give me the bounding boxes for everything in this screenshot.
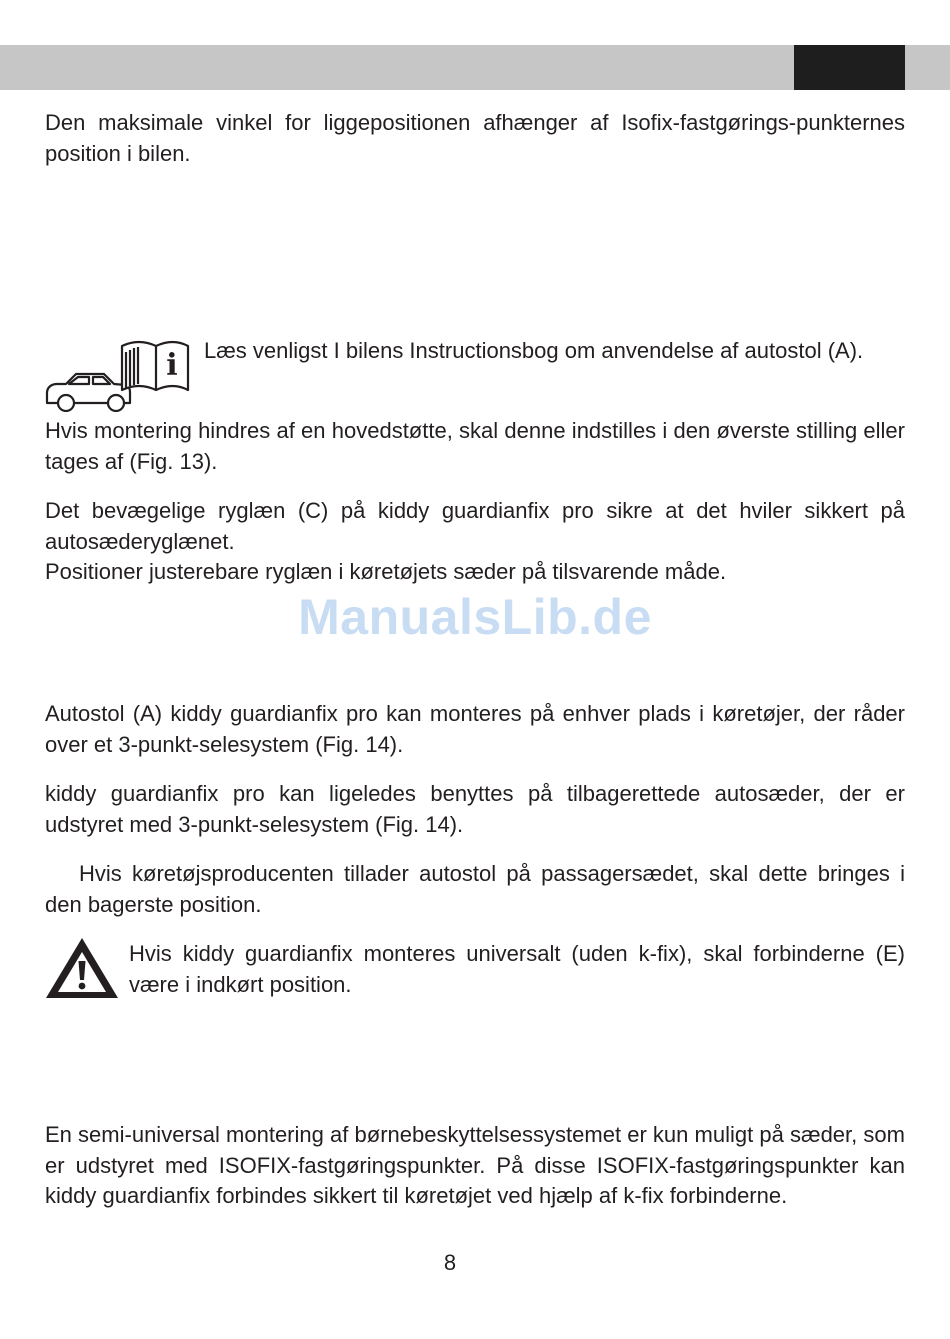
header-block [794, 45, 905, 90]
page-number: 8 [443, 1250, 457, 1275]
paragraph-rear-facing: kiddy guardianfix pro kan ligeledes benyttes på tilbagerettede autosæder, der er udstyret med 3-punkt-selesystem (Fig. 14). [45, 781, 905, 837]
svg-text:i: i [166, 348, 178, 383]
paragraph-passenger-seat: Hvis køretøjsproducenten tillader autostol på passagersædet, skal dette bringes i den bagerste position. [45, 861, 905, 917]
paragraph-3-point-belt: Autostol (A) kiddy guardianfix pro kan monteres på enhver plads i køretøjer, der råder over et 3-punkt-selesystem (Fig. 14). [45, 701, 905, 757]
paragraph-backrest: Det bevægelige ryglæn (C) på kiddy guardianfix pro sikre at det hviler sikkert på autosæderyglænet. [45, 498, 905, 554]
paragraph-universal-mount-warning: Hvis kiddy guardianfix monteres universalt (uden k-fix), skal forbinderne (E) være i indkørt position. [129, 941, 905, 997]
watermark: ManualsLib.de [298, 589, 652, 645]
warning-triangle-icon [44, 936, 120, 1005]
car-manual-info-icon [44, 340, 190, 417]
paragraph-headrest: Hvis montering hindres af en hovedstøtte, skal denne indstilles i den øverste stilling eller tages af (Fig. 13). [45, 418, 905, 474]
paragraph-adjust-backrests: Positioner justerebare ryglæn i køretøjets sæder på tilsvarende måde. [45, 559, 727, 584]
paragraph-semi-universal: En semi-universal montering af børnebeskyttelsessystemet er kun muligt på sæder, som er udstyret med ISOFIX-fastgøringspunkter. På disse ISOFIX-fastgøringspunkter kan kiddy guardianfix forbindes sikkert til køretøjet ved hjælp af k-fix forbinderne. [45, 1122, 905, 1208]
paragraph-read-manual: Læs venligst I bilens Instructionsbog om anvendelse af autostol (A). [204, 338, 864, 363]
paragraph-isofix-angle: Den maksimale vinkel for liggepositionen afhænger af Isofix-fastgørings-punkternes position i bilen. [45, 110, 905, 166]
